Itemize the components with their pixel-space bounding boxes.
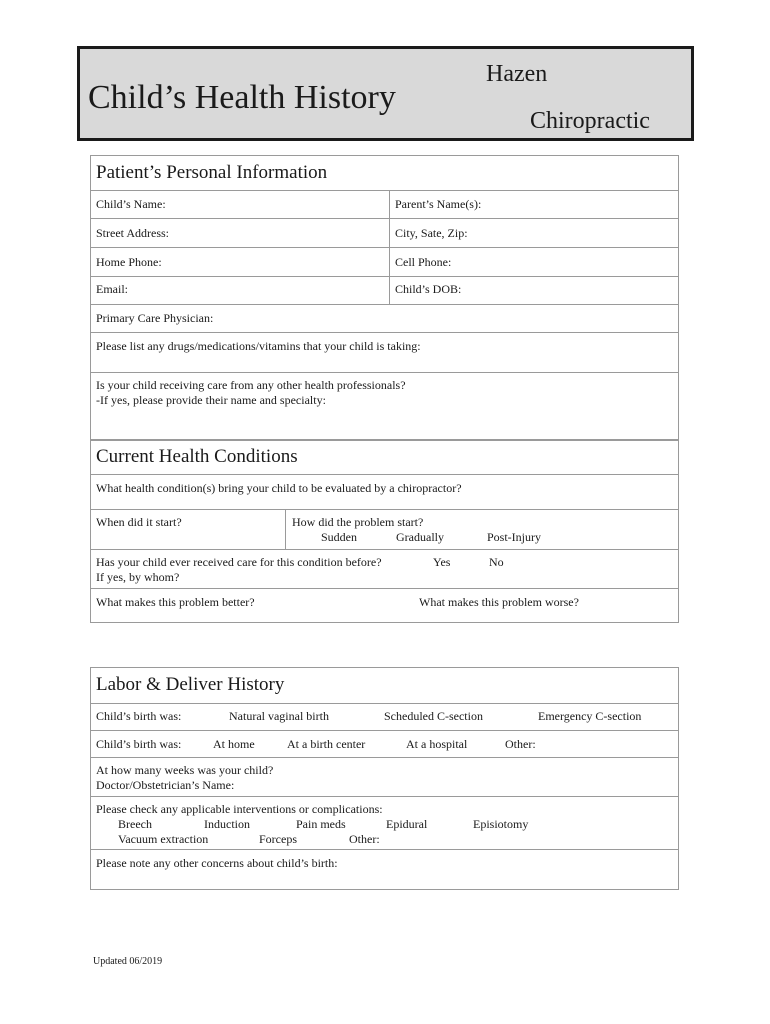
- birth-type-label: Child’s birth was:: [96, 709, 182, 723]
- city-state-zip-field[interactable]: City, Sate, Zip:: [395, 226, 468, 240]
- birth-place-row: [91, 730, 678, 757]
- primary-physician-field[interactable]: Primary Care Physician:: [96, 311, 214, 325]
- medications-row: [91, 332, 678, 372]
- updated-date: Updated 06/2019: [93, 956, 163, 967]
- birth-center-option[interactable]: At a birth center: [287, 737, 366, 751]
- clinic-name-line1: Hazen: [486, 61, 548, 87]
- childs-name-field[interactable]: Child’s Name:: [96, 197, 166, 211]
- home-phone-field[interactable]: Home Phone:: [96, 255, 162, 269]
- gradually-option[interactable]: Gradually: [396, 530, 444, 544]
- personal-info-heading: Patient’s Personal Information: [96, 162, 328, 183]
- hospital-option[interactable]: At a hospital: [406, 737, 468, 751]
- emergency-c-section-option[interactable]: Emergency C-section: [538, 709, 642, 723]
- email-row: [91, 276, 678, 304]
- no-option[interactable]: No: [489, 555, 504, 569]
- medications-field[interactable]: Please list any drugs/medications/vitamins that your child is taking:: [96, 339, 421, 353]
- when-start-field[interactable]: When did it start?: [96, 515, 182, 529]
- other-concerns-row: [91, 849, 678, 889]
- form-title: Child’s Health History: [88, 79, 396, 116]
- what-conditions-field[interactable]: What health condition(s) bring your child to be evaluated by a chiropractor?: [96, 481, 462, 495]
- scheduled-c-section-option[interactable]: Scheduled C-section: [384, 709, 483, 723]
- if-yes-whom-field[interactable]: If yes, by whom?: [96, 570, 180, 584]
- physician-row: [91, 304, 678, 332]
- better-worse-row: [91, 588, 678, 622]
- other-concerns-field[interactable]: Please note any other concerns about child’s birth:: [96, 856, 338, 870]
- pain-meds-option[interactable]: Pain meds: [296, 817, 346, 831]
- other-professionals-row: [91, 372, 678, 440]
- cell-phone-field[interactable]: Cell Phone:: [395, 255, 452, 269]
- yes-option[interactable]: Yes: [433, 555, 451, 569]
- worse-field[interactable]: What makes this problem worse?: [419, 595, 579, 609]
- weeks-field[interactable]: At how many weeks was your child?: [96, 763, 274, 777]
- labor-delivery-heading: Labor & Deliver History: [96, 674, 285, 695]
- how-start-label: How did the problem start?: [292, 515, 424, 529]
- post-injury-option[interactable]: Post-Injury: [487, 530, 541, 544]
- divider: [285, 510, 286, 549]
- phone-row: [91, 247, 678, 276]
- doctor-name-field[interactable]: Doctor/Obstetrician’s Name:: [96, 778, 235, 792]
- address-row: [91, 218, 678, 247]
- breech-option[interactable]: Breech: [118, 817, 152, 831]
- other-place-field[interactable]: Other:: [505, 737, 536, 751]
- onset-row: [91, 509, 678, 549]
- received-care-question: Has your child ever received care for this condition before?: [96, 555, 382, 569]
- prior-care-row: [91, 549, 678, 588]
- epidural-option[interactable]: Epidural: [386, 817, 428, 831]
- health-conditions-section: [90, 439, 679, 623]
- clinic-name-line2: Chiropractic: [530, 108, 650, 134]
- parents-name-field[interactable]: Parent’s Name(s):: [395, 197, 482, 211]
- divider: [389, 219, 390, 247]
- health-conditions-heading: Current Health Conditions: [96, 446, 298, 467]
- name-row: [91, 190, 678, 218]
- form-header: [77, 46, 694, 141]
- episiotomy-option[interactable]: Episiotomy: [473, 817, 529, 831]
- other-professionals-note: -If yes, please provide their name and specialty:: [96, 393, 326, 407]
- other-professionals-question[interactable]: Is your child receiving care from any other health professionals?: [96, 378, 406, 392]
- childs-dob-field[interactable]: Child’s DOB:: [395, 282, 462, 296]
- birth-type-row: [91, 703, 678, 730]
- birth-place-label: Child’s birth was:: [96, 737, 182, 751]
- natural-birth-option[interactable]: Natural vaginal birth: [229, 709, 329, 723]
- labor-delivery-section: [90, 667, 679, 890]
- personal-info-section: [90, 155, 679, 441]
- divider: [389, 248, 390, 276]
- street-address-field[interactable]: Street Address:: [96, 226, 169, 240]
- vacuum-extraction-option[interactable]: Vacuum extraction: [118, 832, 209, 846]
- at-home-option[interactable]: At home: [213, 737, 255, 751]
- email-field[interactable]: Email:: [96, 282, 128, 296]
- conditions-row: [91, 474, 678, 509]
- interventions-label: Please check any applicable interventions or complications:: [96, 802, 383, 816]
- induction-option[interactable]: Induction: [204, 817, 250, 831]
- better-field[interactable]: What makes this problem better?: [96, 595, 255, 609]
- forceps-option[interactable]: Forceps: [259, 832, 297, 846]
- other-complication-field[interactable]: Other:: [349, 832, 380, 846]
- interventions-row: [91, 796, 678, 849]
- sudden-option[interactable]: Sudden: [321, 530, 357, 544]
- weeks-doctor-row: [91, 757, 678, 796]
- divider: [389, 277, 390, 304]
- divider: [389, 191, 390, 218]
